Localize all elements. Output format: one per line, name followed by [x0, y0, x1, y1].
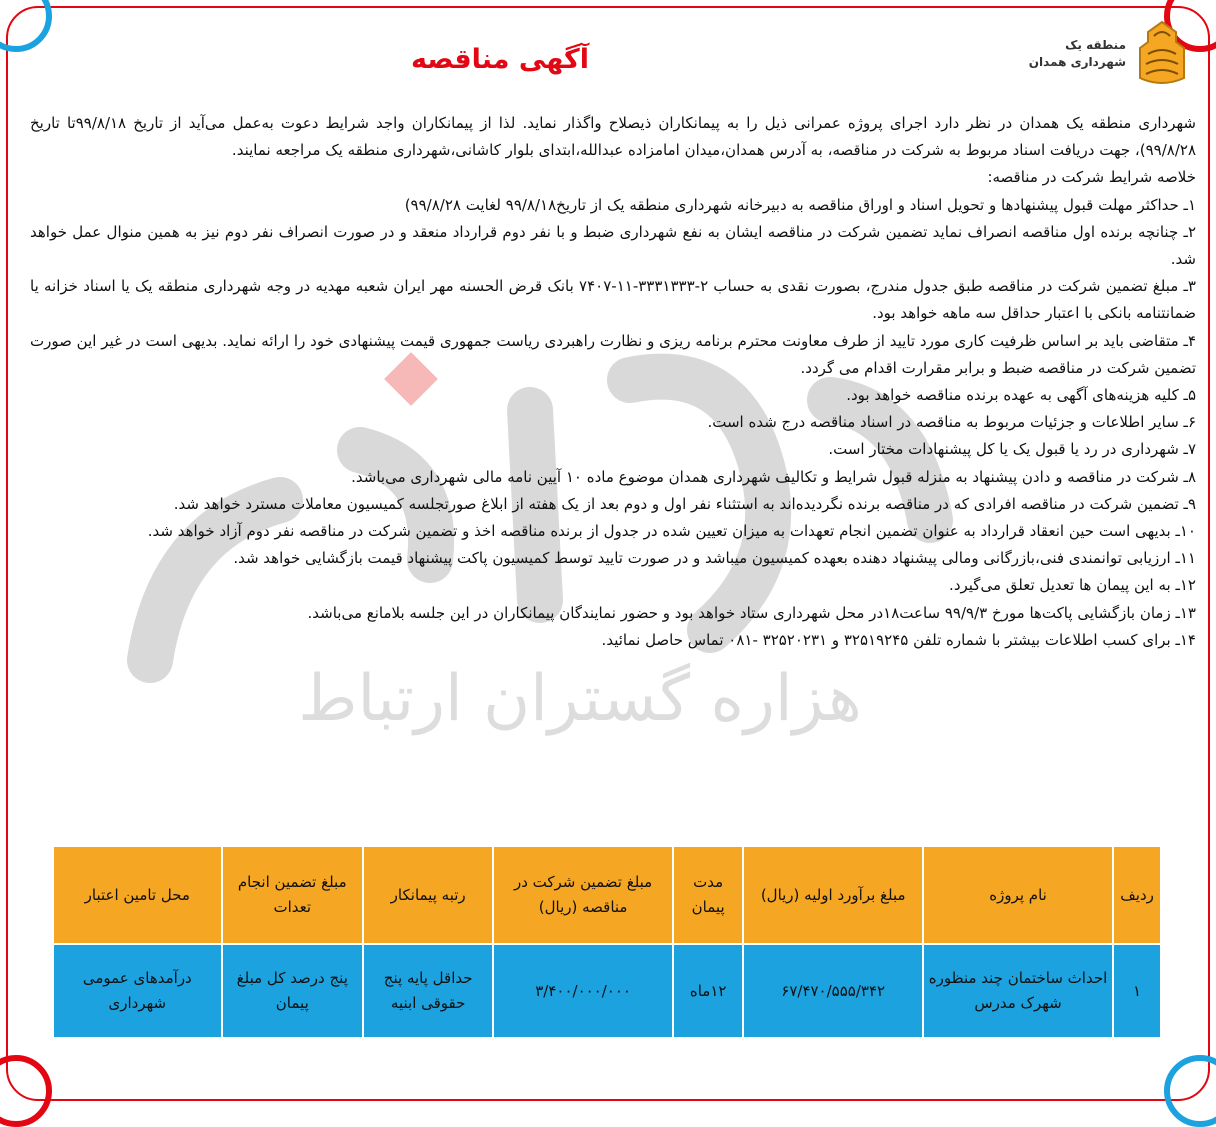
column-header: مبلغ تضمین انجام تعدات: [222, 846, 363, 944]
table-cell: حداقل پایه پنج حقوقی ابنیه: [363, 944, 493, 1038]
condition-item: ۶ـ سایر اطلاعات و جزئیات مربوط به مناقصه در اسناد مناقصه درج شده است.: [707, 413, 1196, 432]
table-cell: ۱۲ماه: [673, 944, 744, 1038]
condition-item: ۱ـ حداکثر مهلت قبول پیشنهادها و تحویل اسناد و اوراق مناقصه به دبیرخانه شهرداری منطقه یک از تاریخ۹۹/۸/۱۸ لغایت ۹۹/۸/۲۸): [404, 195, 1196, 214]
table-cell: پنج درصد کل مبلغ پیمان: [222, 944, 363, 1038]
condition-item: ۱۱ـ ارزیابی توانمندی فنی،بازرگانی ومالی پیشنهاد دهنده بعهده کمیسیون میباشد و در صورت تایید توسط کمیسیون پاکت پیشنهاد قیمت بازگشایی خواهد شد.: [233, 549, 1196, 568]
logo-line-2: شهرداری همدان: [1028, 55, 1126, 69]
condition-item: ۹ـ تضمین شرکت در مناقصه افرادی که در مناقصه برنده نگردیده‌اند به استثناء نفر اول و دوم بعد از یک هفته از ابلاغ صورتجلسه کمیسیون معاملات مسترد خواهد شد.: [173, 494, 1196, 513]
condition-item: ۷ـ شهرداری در رد یا قبول یک یا کل پیشنهادات مختار است.: [828, 440, 1196, 459]
table-cell: ۶۷/۴۷۰/۵۵۵/۳۴۲: [743, 944, 922, 1038]
conditions-heading: خلاصه شرایط شرکت در مناقصه:: [987, 168, 1196, 187]
condition-item: ۸ـ شرکت در مناقصه و دادن پیشنهاد به منزله قبول شرایط و تکالیف شهرداری همدان موضوع ماده ۱۰ آیین نامه مالی شهرداری می‌باشد.: [351, 467, 1196, 486]
column-header: محل تامین اعتبار: [53, 846, 222, 944]
logo-icon: [1132, 18, 1192, 90]
condition-item: ۵ـ کلیه هزینه‌های آگهی به عهده برنده مناقصه خواهد بود.: [846, 386, 1196, 405]
table-header-row: [53, 846, 1161, 944]
condition-item: ۱۳ـ زمان بازگشایی پاکت‌ها مورخ ۹۹/۹/۳ ساعت۱۸در محل شهرداری ستاد خواهد بود و حضور نمایندگان پیمانکاران در این جلسه بلامانع می‌باشد.: [307, 603, 1196, 622]
column-header: ردیف: [1113, 846, 1161, 944]
condition-item: ۳ـ مبلغ تضمین شرکت در مناقصه طبق جدول مندرج، بصورت نقدی به حساب ۲-۳۳۳۱۳۳۳-۱۱-۷۴۰۷ بانک قرض الحسنه مهر ایران شعبه مهدیه در وجه شهرداری منطقه یک یا اسناد خزانه یا ضمانتنامه بانکی با اعتبار حداقل سه ماهه خواهد بود.: [30, 277, 1196, 323]
column-header: مدت پیمان: [673, 846, 744, 944]
intro-paragraph: شهرداری منطقه یک همدان در نظر دارد اجرای پروژه عمرانی ذیل را به پیمانکاران ذیصلاح واگذار نماید. لذا از پیمانکاران واجد شرایط دعوت به‌عمل می‌آید از تاریخ ۹۹/۸/۱۸تا تاریخ ۹۹/۸/۲۸)، جهت دریافت اسناد مربوط به شرکت در مناقصه، به آدرس همدان،میدان امامزاده عبدالله،ابتدای بلوار کاشانی،شهرداری منطقه یک مراجعه نمایند.: [30, 114, 1197, 160]
table-row: [53, 944, 1161, 1038]
condition-item: ۱۴ـ برای کسب اطلاعات بیشتر با شماره تلفن ۳۲۵۱۹۲۴۵ و ۳۲۵۲۰۲۳۱ -۰۸۱ تماس حاصل نمائید.: [601, 630, 1196, 649]
condition-item: ۱۰ـ بدیهی است حین انعقاد قرارداد به عنوان تضمین انجام تعهدات به میزان تعیین شده در جدول از برنده مناقصه اخذ و تضمین شرکت در مناقصه نفر دوم آزاد خواهد شد.: [147, 522, 1196, 541]
municipality-logo: [1002, 14, 1192, 94]
condition-item: ۴ـ متقاضی باید بر اساس ظرفیت کاری مورد تایید از طرف معاونت محترم برنامه ریزی و نظارت راهبردی ریاست جمهوری قیمت پیشنهادی خود را ارائه نماید. بدیهی است در غیر این صورت تضمین شرکت در مناقصه ضبط و برابر مقرارت اقدام می گردد.: [30, 331, 1196, 377]
table-cell: ۱: [1113, 944, 1161, 1038]
logo-line-1: منطقه یک: [1065, 38, 1126, 52]
notice-body: [30, 110, 1196, 654]
column-header: نام پروژه: [923, 846, 1113, 944]
condition-item: ۲ـ چنانچه برنده اول مناقصه انصراف نماید تضمین شرکت در مناقصه ایشان به نفع شهرداری ضبط و با نفر دوم قرارداد منعقد و در صورت انصراف نفر دوم نیز به همین منوال عمل خواهد شد.: [30, 222, 1196, 269]
table-cell: ۳/۴۰۰/۰۰۰/۰۰۰: [493, 944, 672, 1038]
page-title: آگهی مناقصه: [410, 44, 590, 75]
table-cell: درآمدهای عمومی شهرداری: [53, 944, 222, 1038]
column-header: مبلغ برآورد اولیه (ریال): [743, 846, 922, 944]
column-header: رتبه پیمانکار: [363, 846, 493, 944]
column-header: مبلغ تضمین شرکت در مناقصه (ریال): [493, 846, 672, 944]
table-cell: احداث ساختمان چند منظوره شهرک مدرس: [923, 944, 1113, 1038]
watermark-text: هزاره گستران ارتباط: [298, 662, 862, 736]
condition-item: ۱۲ـ به این پیمان ها تعدیل تعلق می‌گیرد.: [949, 576, 1196, 595]
project-table: [52, 845, 1162, 1039]
